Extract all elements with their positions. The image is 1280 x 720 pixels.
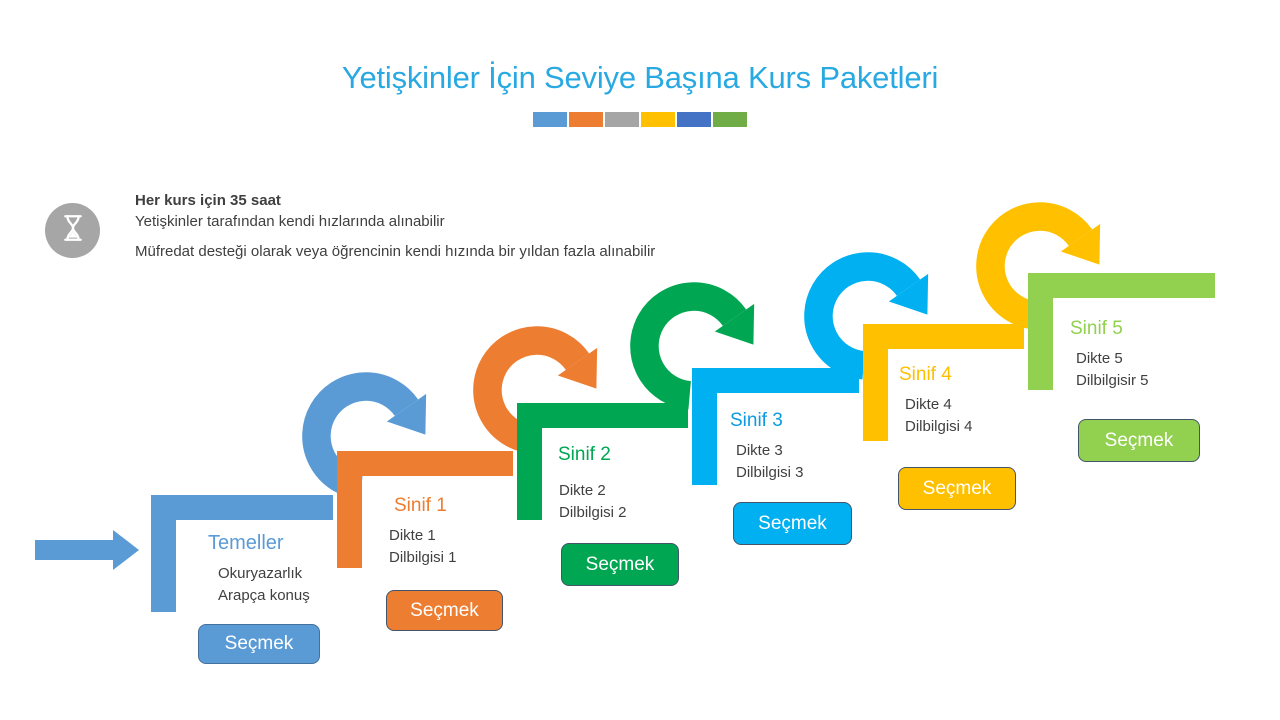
step-vertical-bar bbox=[517, 403, 542, 520]
step-vertical-bar bbox=[1028, 273, 1053, 390]
step-vertical-bar bbox=[151, 495, 176, 612]
secmek-button-sinif-2[interactable]: Seçmek bbox=[561, 543, 679, 586]
step-title: Sinif 1 bbox=[394, 495, 447, 516]
secmek-button-temeller[interactable]: Seçmek bbox=[198, 624, 320, 664]
step-vertical-bar bbox=[692, 368, 717, 485]
secmek-button-sinif-1[interactable]: Seçmek bbox=[386, 590, 503, 631]
step-horizontal-bar bbox=[692, 368, 859, 393]
info-heading: Her kurs için 35 saat bbox=[135, 192, 281, 209]
course-info bbox=[135, 192, 655, 260]
step-vertical-bar bbox=[863, 324, 888, 441]
color-square bbox=[677, 112, 711, 127]
step-horizontal-bar bbox=[1028, 273, 1215, 298]
color-square bbox=[713, 112, 747, 127]
step-title: Sinif 4 bbox=[899, 364, 952, 385]
step-course-item: Dilbilgisi 4 bbox=[905, 418, 973, 435]
step-course-item: Dikte 3 bbox=[736, 442, 783, 459]
step-horizontal-bar bbox=[151, 495, 333, 520]
page-title: Yetişkinler İçin Seviye Başına Kurs Paketleri bbox=[341, 60, 939, 95]
secmek-button-sinif-5[interactable]: Seçmek bbox=[1078, 419, 1200, 462]
color-square bbox=[533, 112, 567, 127]
color-square bbox=[569, 112, 603, 127]
step-title: Sinif 2 bbox=[558, 444, 611, 465]
step-course-item: Arapça konuş bbox=[218, 587, 310, 604]
hourglass-badge bbox=[45, 203, 100, 258]
step-course-item: Dikte 5 bbox=[1076, 350, 1123, 367]
step-horizontal-bar bbox=[517, 403, 688, 428]
step-title: Temeller bbox=[208, 532, 284, 554]
step-title: Sinif 3 bbox=[730, 410, 783, 431]
step-course-item: Dikte 1 bbox=[389, 527, 436, 544]
step-course-item: Dilbilgisir 5 bbox=[1076, 372, 1149, 389]
step-course-item: Dilbilgisi 3 bbox=[736, 464, 804, 481]
step-title: Sinif 5 bbox=[1070, 318, 1123, 339]
step-course-item: Dikte 2 bbox=[559, 482, 606, 499]
step-course-item: Okuryazarlık bbox=[218, 565, 303, 582]
theme-color-strip bbox=[533, 112, 747, 127]
curved-arrow-icon bbox=[288, 358, 438, 508]
step-course-item: Dilbilgisi 2 bbox=[559, 504, 627, 521]
step-horizontal-bar bbox=[337, 451, 513, 476]
step-vertical-bar bbox=[337, 451, 362, 568]
step-course-item: Dikte 4 bbox=[905, 396, 952, 413]
hourglass-icon bbox=[57, 212, 89, 249]
start-arrow-icon bbox=[35, 529, 140, 571]
step-course-item: Dilbilgisi 1 bbox=[389, 549, 457, 566]
curved-arrow-icon bbox=[616, 268, 766, 418]
color-square bbox=[641, 112, 675, 127]
info-line: Müfredat desteği olarak veya öğrencinin kendi hızında bir yıldan fazla alınabilir bbox=[135, 243, 656, 260]
secmek-button-sinif-4[interactable]: Seçmek bbox=[898, 467, 1016, 510]
secmek-button-sinif-3[interactable]: Seçmek bbox=[733, 502, 852, 545]
color-square bbox=[605, 112, 639, 127]
info-line: Yetişkinler tarafından kendi hızlarında alınabilir bbox=[135, 213, 445, 230]
